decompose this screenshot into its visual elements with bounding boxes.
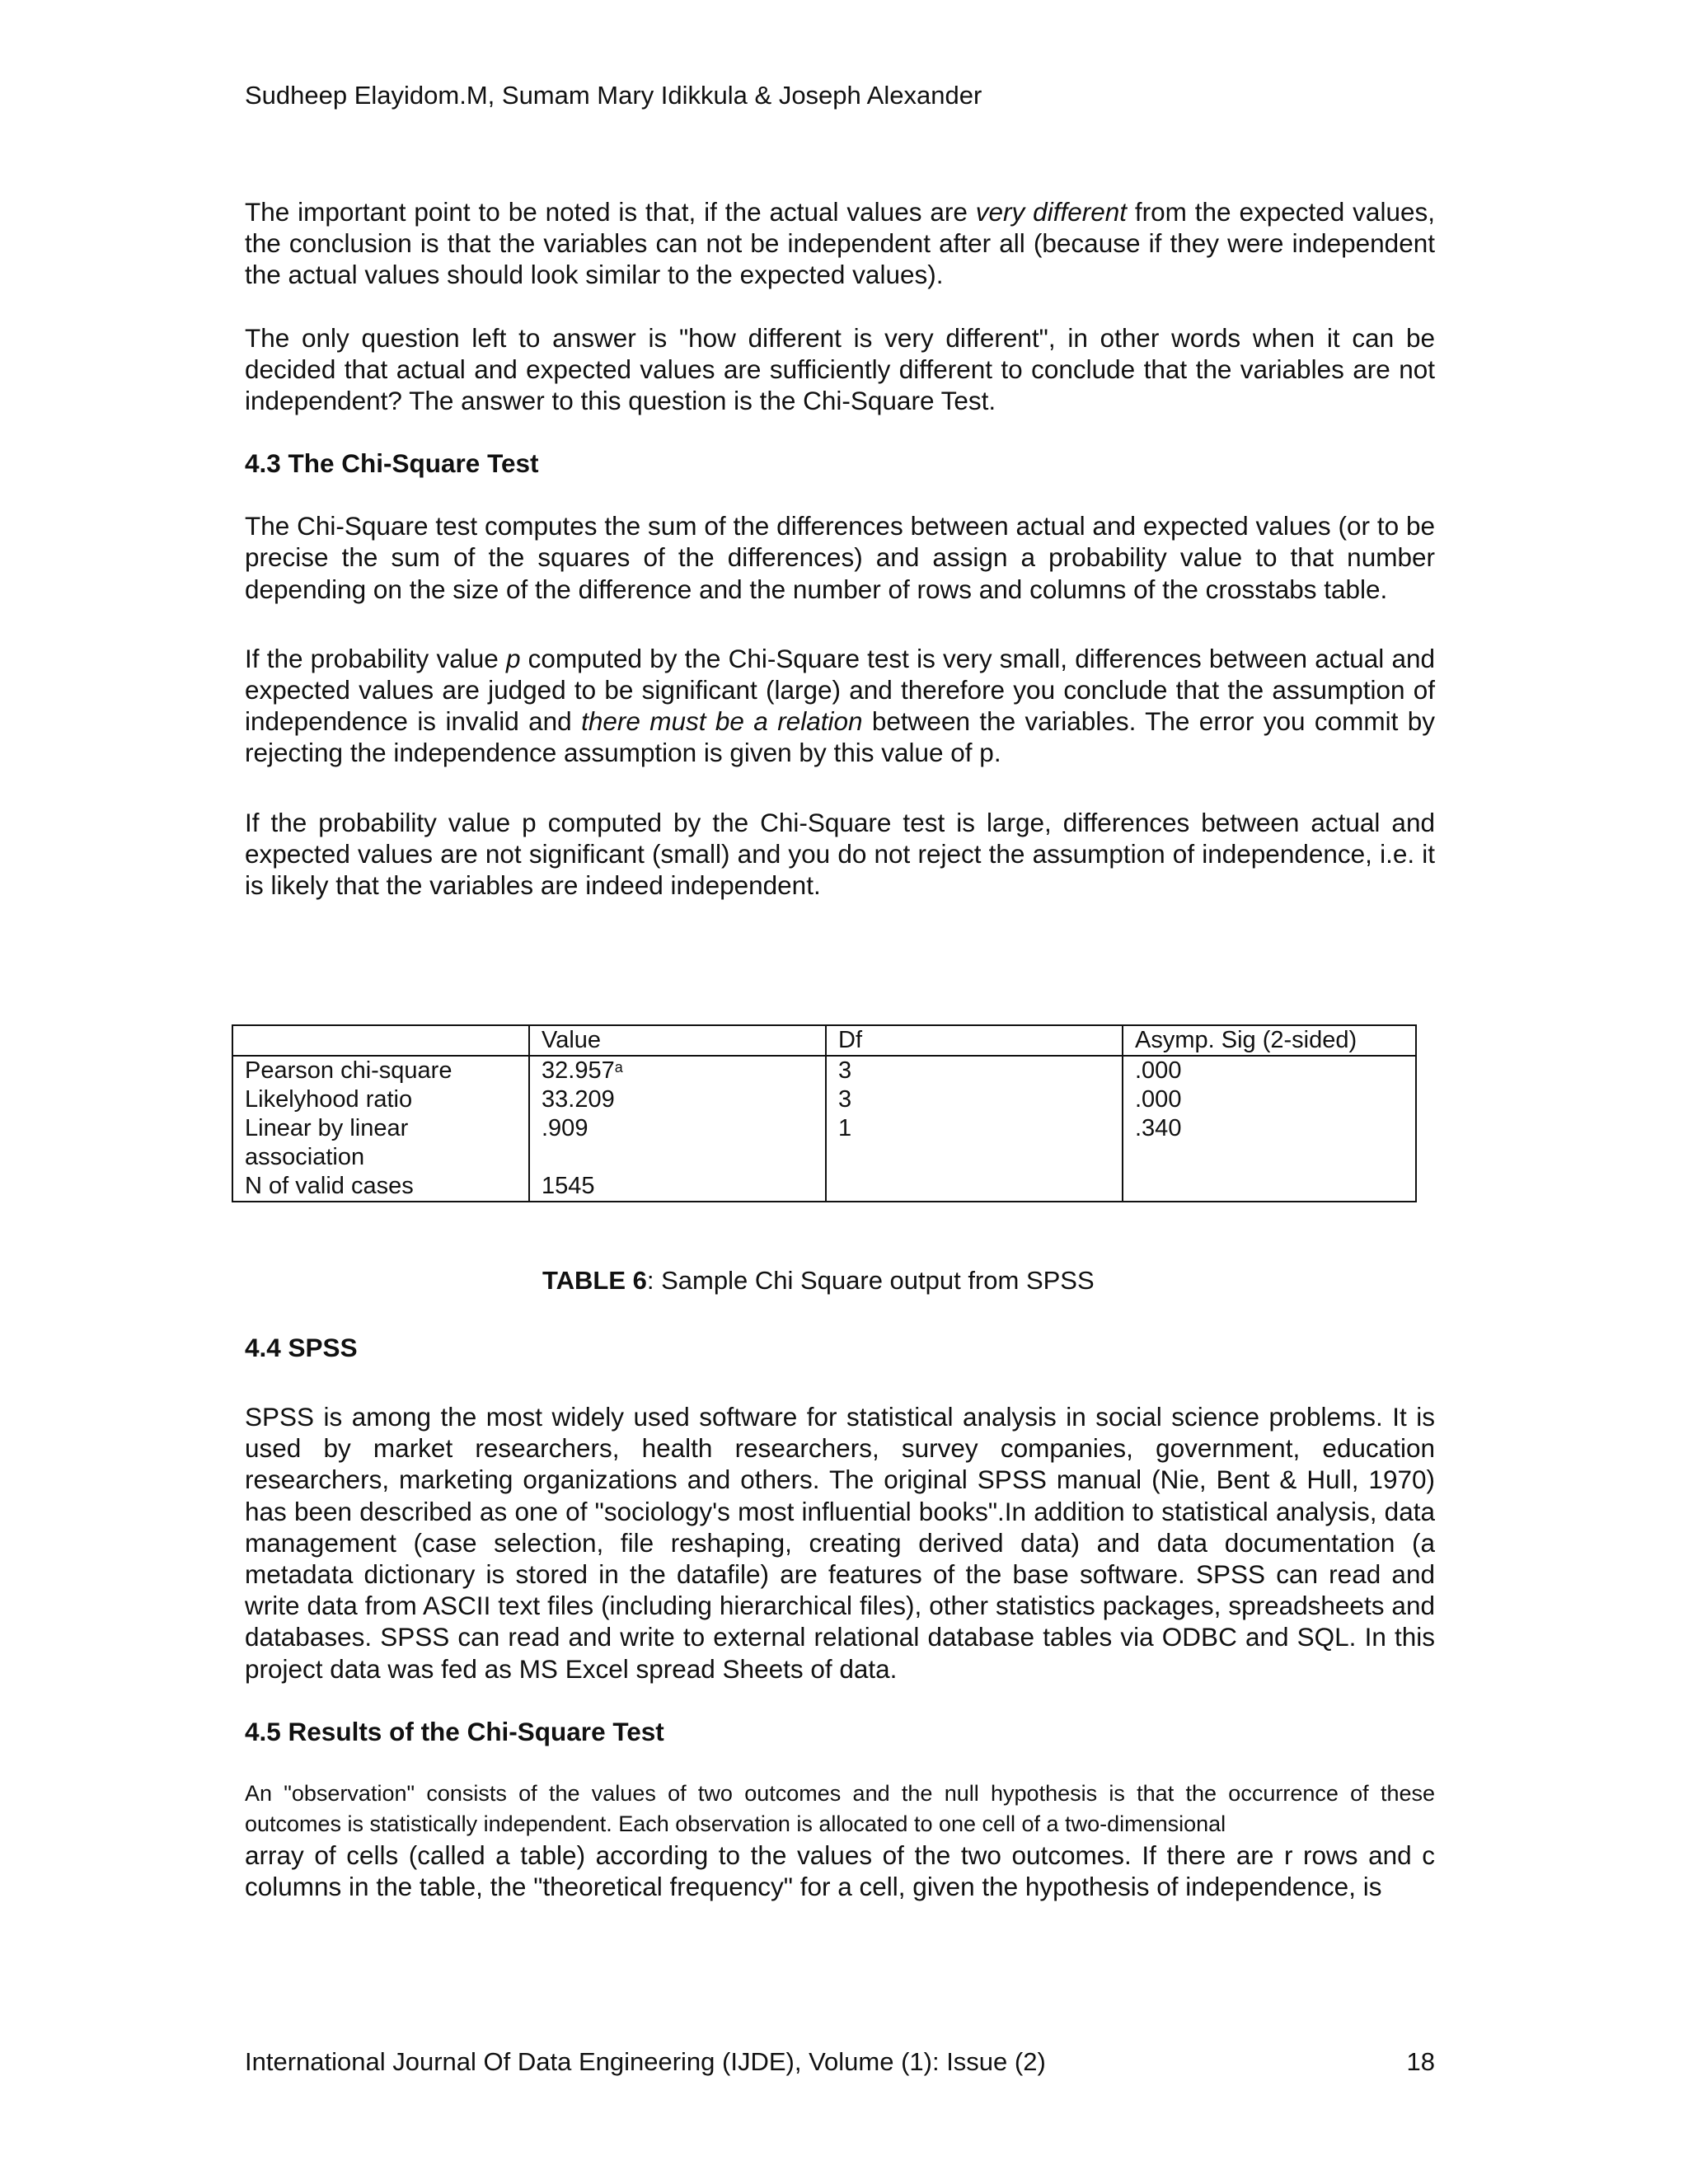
table-cell <box>826 1172 1123 1202</box>
section-heading-4-4: 4.4 SPSS <box>245 1333 358 1362</box>
table-cell: .909 <box>529 1114 826 1172</box>
lower-content <box>245 1332 1435 1902</box>
table-cell: Linear by linear association <box>232 1114 529 1172</box>
table-cell: N of valid cases <box>232 1172 529 1202</box>
table-cell: .000 <box>1123 1056 1416 1085</box>
table-cell: 33.209 <box>529 1085 826 1114</box>
table-cell: 1545 <box>529 1172 826 1202</box>
section-heading-4-3: 4.3 The Chi-Square Test <box>245 448 539 479</box>
table-header-row <box>232 1025 1416 1056</box>
table-cell: 3 <box>826 1056 1123 1085</box>
table-cell: 32.957$^a$ <box>529 1056 826 1085</box>
emphasis-very-different: very different <box>975 197 1127 227</box>
paragraph-3: The Chi-Square test computes the sum of the differences between actual and expected values (or to be precise the sum of the squares of the differences) and assign a probability value to that number depending on the size of the difference and the number of rows and columns of the crosstabs table. <box>245 511 1435 604</box>
paragraph-1: The important point to be noted is that, if the actual values are very different from the expected values, the conclusion is that the variables can not be independent after all (because if they were independent the actual values should look similar to the expected values). <box>245 197 1435 290</box>
table-header-cell: Value <box>529 1025 826 1056</box>
table-cell: 3 <box>826 1085 1123 1114</box>
table-cell: Pearson chi-square <box>232 1056 529 1085</box>
footnote-marker: a <box>614 1059 623 1076</box>
table-row <box>232 1056 1416 1085</box>
paragraph-7: array of cells (called a table) according to the values of the two outcomes. If there are r rows and c columns in the table, the "theoretical frequency" for a cell, given the hypothesis of independence, is <box>245 1840 1435 1902</box>
main-content <box>245 196 1435 901</box>
table-cell: 1 <box>826 1114 1123 1172</box>
paragraph-7-small: An "observation" consists of the values of two outcomes and the null hypothesis is that the occurrence of these outcomes is statistically independent. Each observation is allocated to one cell of a two-dimensional <box>245 1780 1435 1836</box>
table-cell: Likelyhood ratio <box>232 1085 529 1114</box>
table-header-cell: Df <box>826 1025 1123 1056</box>
emphasis-relation: there must be a relation <box>581 706 863 737</box>
chi-square-table-wrapper <box>232 1024 1417 1202</box>
paragraph-4: If the probability value p computed by the Chi-Square test is very small, differences between actual and expected values are judged to be significant (large) and therefore you conclude that the assumption of independence is invalid and there must be a relation between the variables. The error you commit by rejecting the independence assumption is given by this value of p. <box>245 643 1436 768</box>
caption-label: TABLE 6 <box>542 1266 647 1295</box>
table-header-cell <box>232 1025 529 1056</box>
chi-square-table <box>232 1024 1417 1202</box>
table-cell <box>1123 1172 1416 1202</box>
table-cell: .340 <box>1123 1114 1416 1172</box>
table-row <box>232 1085 1416 1114</box>
table-caption: TABLE 6: Sample Chi Square output from SPSS <box>542 1266 1095 1295</box>
page-footer <box>245 2047 1435 2077</box>
footer-journal: International Journal Of Data Engineering (IJDE), Volume (1): Issue (2) <box>245 2047 1046 2076</box>
table-cell: .000 <box>1123 1085 1416 1114</box>
paragraph-2: The only question left to answer is "how different is very different", in other words when it can be decided that actual and expected values are sufficiently different to conclude that the variables are not independent? The answer to this question is the Chi-Square Test. <box>245 322 1435 416</box>
table-row <box>232 1114 1416 1172</box>
table-header-cell: Asymp. Sig (2-sided) <box>1123 1025 1416 1056</box>
running-head-authors: Sudheep Elayidom.M, Sumam Mary Idikkula & Joseph Alexander <box>245 81 982 110</box>
table-row <box>232 1172 1416 1202</box>
paragraph-6: SPSS is among the most widely used software for statistical analysis in social science problems. It is used by market researchers, health researchers, survey companies, government, education researchers, marketing organizations and others. The original SPSS manual (Nie, Bent & Hull, 1970) has been described as one of "sociology's most influential books".In addition to statistical analysis, data management (case selection, file reshaping, creating derived data) and data documentation (a metadata dictionary is stored in the datafile) are features of the base software. SPSS can read and write data from ASCII text files (including hierarchical files), other statistics packages, spreadsheets and databases. SPSS can read and write to external relational database tables via ODBC and SQL. In this project data was fed as MS Excel spread Sheets of data. <box>245 1402 1435 1684</box>
section-heading-4-5: 4.5 Results of the Chi-Square Test <box>245 1716 664 1746</box>
paragraph-5: If the probability value p computed by the Chi-Square test is large, differences between actual and expected values are not significant (small) and you do not reject the assumption of independence, i.e. it is likely that the variables are indeed independent. <box>245 807 1435 901</box>
page-number: 18 <box>1406 2047 1435 2076</box>
